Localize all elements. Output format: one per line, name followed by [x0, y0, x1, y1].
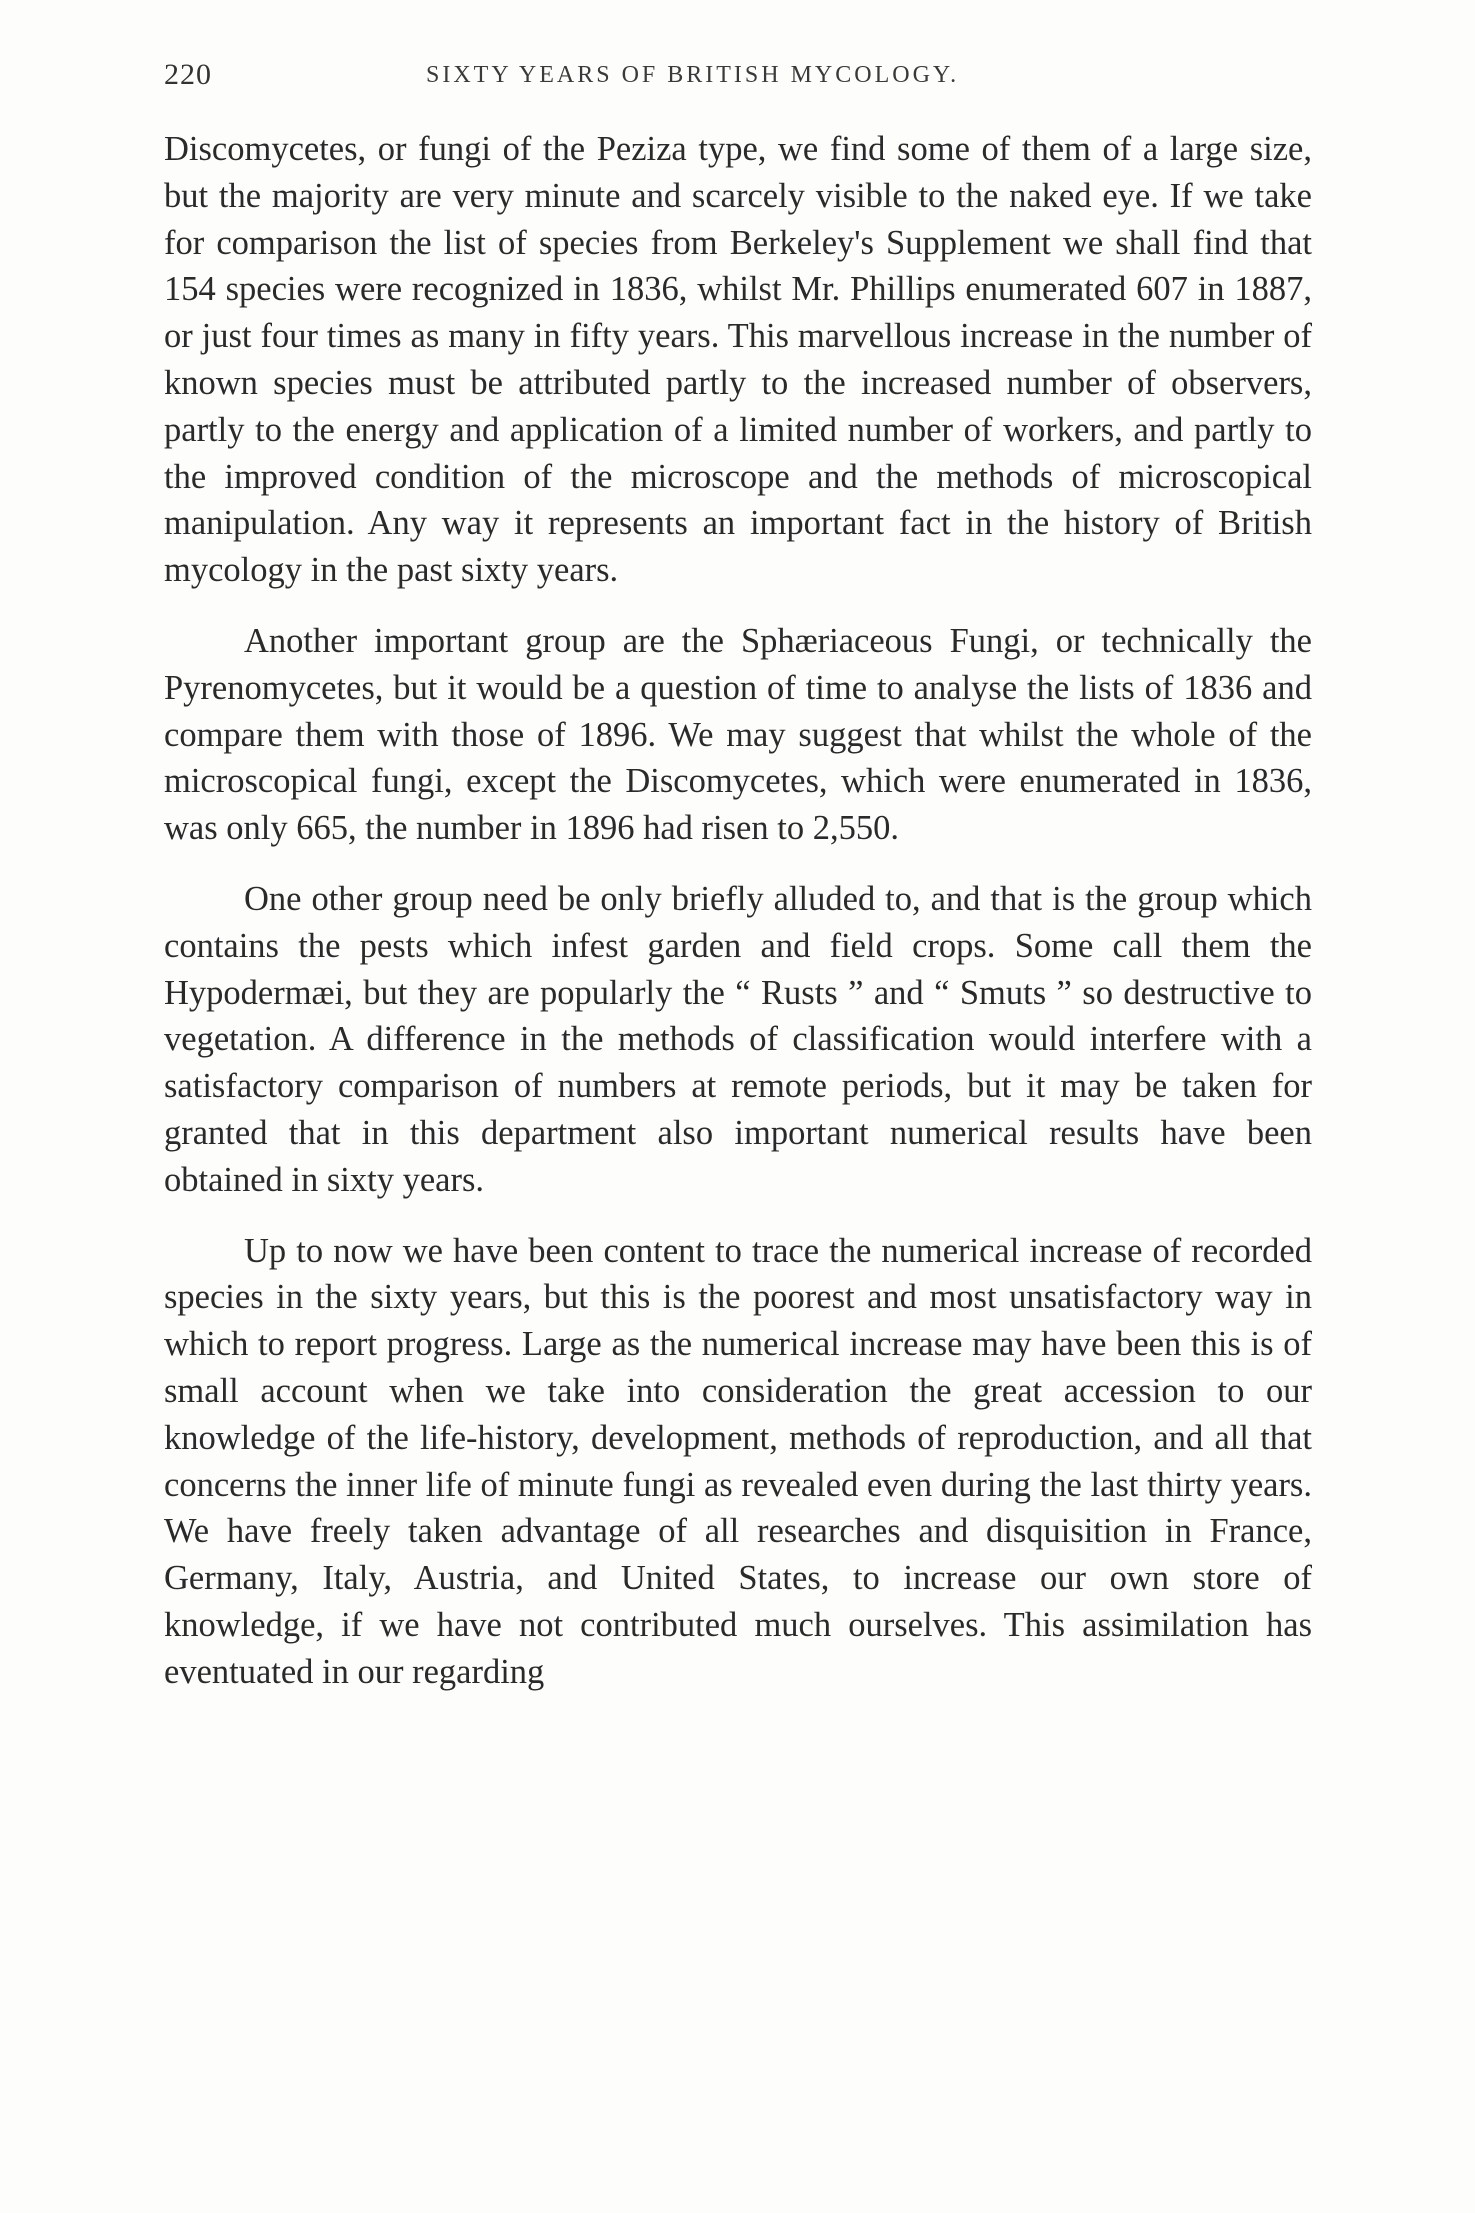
body-text	[164, 126, 1312, 1696]
paragraph-discomycetes: Discomycetes, or fungi of the Peziza type, we find some of them of a large size, but the majority are very minute and scarcely visible to the naked eye. If we take for comparison the list of species from Berkeley's Supplement we shall find that 154 species were recognized in 1836, whilst Mr. Phillips enumerated 607 in 1887, or just four times as many in fifty years. This marvellous increase in the number of known species must be attributed partly to the increased number of observers, partly to the energy and application of a limited number of workers, and partly to the improved condition of the microscope and the methods of microscopical manipulation. Any way it represents an important fact in the history of British mycology in the past sixty years.	[164, 130, 1312, 590]
paragraph-progress: Up to now we have been content to trace the numerical increase of recorded species in the sixty years, but this is the poorest and most unsatisfactory way in which to report progress. Large as the numerical increase may have been this is of small account when we take into consideration the great accession to our knowledge of the life-history, development, methods of reproduction, and all that concerns the inner life of minute fungi as revealed even during the last thirty years. We have freely taken advantage of all researches and disquisition in France, Germany, Italy, Austria, and United States, to increase our own store of knowledge, if we have not contributed much ourselves. This assimilation has eventuated in our regarding	[164, 1231, 1312, 1691]
paragraph-sphaeriaceous: Another important group are the Sphæriaceous Fungi, or technically the Pyrenomycetes, but it would be a question of time to analyse the lists of 1836 and compare them with those of 1896. We may suggest that whilst the whole of the microscopical fungi, except the Discomycetes, which were enumerated in 1836, was only 665, the number in 1896 had risen to 2,550.	[164, 621, 1312, 848]
running-title: SIXTY YEARS OF BRITISH MYCOLOGY.	[426, 62, 960, 88]
paragraph-hypodermaei: One other group need be only briefly alluded to, and that is the group which contains the pests which infest garden and field crops. Some call them the Hypodermæi, but they are popularly the “ Rusts ” and “ Smuts ” so destructive to vegetation. A difference in the methods of classification would interfere with a satisfactory comparison of numbers at remote periods, but it may be taken for granted that in this department also important numerical results have been obtained in sixty years.	[164, 879, 1312, 1199]
running-head	[164, 58, 1304, 98]
page-number: 220	[164, 58, 212, 91]
